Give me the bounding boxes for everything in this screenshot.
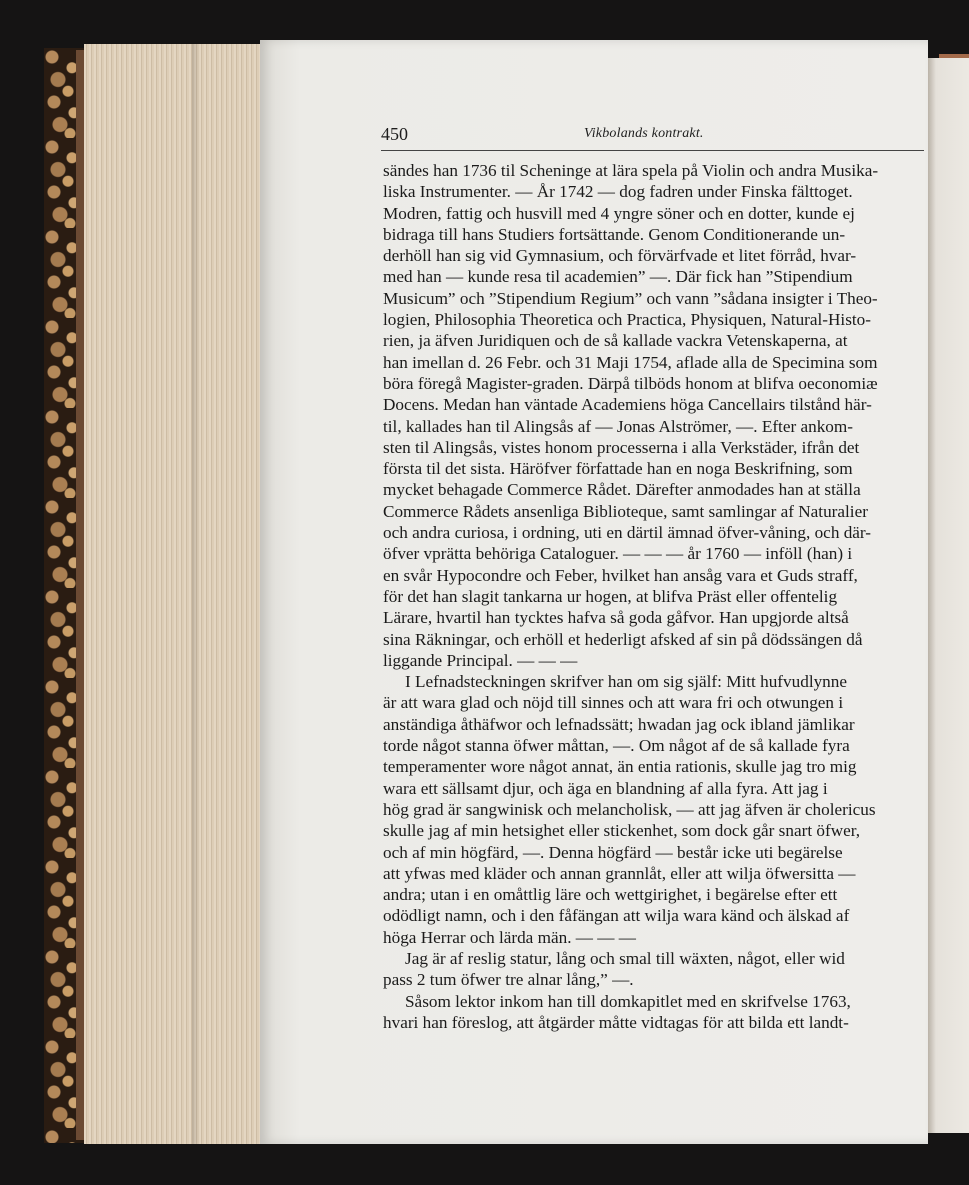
page-edges: [84, 44, 260, 1144]
text-line: I Lefnadsteckningen skrifver han om sig själf: Mitt hufvudlynne: [405, 672, 847, 692]
text-line: en svår Hypocondre och Feber, hvilket han ansåg vara et Guds straff,: [383, 565, 858, 585]
text-line: sten til Alingsås, vistes honom processerna i alla Verkstäder, ifrån det: [383, 437, 860, 457]
text-line: torde något stanna öfwer måttan, —. Om något af de så kallade fyra: [383, 736, 850, 756]
page-header: [381, 120, 924, 151]
text-line: til, kallades han til Alingsås af — Jonas Alströmer, —. Efter ankom-: [383, 416, 853, 436]
body-text: [383, 160, 923, 1033]
text-line: sina Räkningar, och erhöll et hederligt afsked af sin på dödssängen då: [383, 629, 863, 649]
text-line: odödligt namn, och i den fåfängan att wilja wara känd och älskad af: [383, 906, 850, 926]
text-line: för det han slagit tankarna ur hogen, at blifva Präst eller offentelig: [383, 586, 838, 606]
text-line: liska Instrumenter. — År 1742 — dog fadren under Finska fälttoget.: [383, 182, 853, 202]
text-line: logien, Philosophia Theoretica och Practica, Physiquen, Natural-Histo-: [383, 310, 871, 330]
running-title: Vikbolands kontrakt.: [584, 126, 704, 141]
text-line: wara ett sällsamt djur, och äga en blandning af alla fyra. Att jag i: [383, 778, 828, 798]
text-line: böra föregå Magister-graden. Därpå tilböds honom at blifva oeconomiæ: [383, 373, 878, 393]
text-line: hög grad är sangwinisk och melancholisk, — att jag äfven är cholericus: [383, 799, 876, 819]
text-line: skulle jag af min hetsighet eller stickenhet, som dock går snart öfwer,: [383, 821, 861, 841]
text-line: bidraga till hans Studiers fortsättande. Genom Conditionerande un-: [383, 224, 846, 244]
text-line: derhöll han sig vid Gymnasium, och förvärfvade et litet förråd, hvar-: [383, 246, 857, 266]
text-line: första til det sista. Häröfver författade han en noga Beskrifning, som: [383, 459, 853, 479]
text-line: mycket behagade Commerce Rådet. Därefter anmodades han at ställa: [383, 480, 861, 500]
text-line: Docens. Medan han väntade Academiens höga Cancellairs tilstånd här-: [383, 395, 872, 415]
text-line: pass 2 tum öfwer tre alnar lång,” —.: [383, 970, 634, 990]
text-line: anständiga åthäfwor och lefnadssätt; hwadan jag ock ibland jämlikar: [383, 714, 855, 734]
facing-page-edge: [928, 58, 969, 1133]
page-number: 450: [381, 124, 408, 144]
text-line: han imellan d. 26 Febr. och 31 Maji 1754, aflade alla de Specimina som: [383, 352, 878, 372]
text-line: Såsom lektor inkom han till domkapitlet med en skrifvelse 1763,: [405, 991, 851, 1011]
text-line: Commerce Rådets ansenliga Biblioteque, samt samlingar af Naturalier: [383, 501, 868, 521]
text-line: Musicum” och ”Stipendium Regium” och vann ”sådana insigter i Theo-: [383, 288, 878, 308]
text-line: med han — kunde resa til academien” —. Där fick han ”Stipendium: [383, 267, 853, 287]
text-line: rien, ja äfven Juridiquen och de så kallade vackra Vetenskaperna, at: [383, 331, 848, 351]
text-line: höga Herrar och lärda män. — — —: [383, 927, 636, 947]
text-line: att yfwas med kläder och annan grannlåt, eller att wilja öfwersitta —: [383, 863, 856, 883]
text-line: liggande Principal. — — —: [383, 650, 578, 670]
text-line: Jag är af reslig statur, lång och smal till wäxten, något, eller wid: [405, 948, 845, 968]
text-line: Modren, fattig och husvill med 4 yngre söner och en dotter, kunde ej: [383, 203, 855, 223]
text-line: och andra curiosa, i ordning, uti en därtil ämnad öfver-våning, och där-: [383, 523, 872, 543]
text-line: öfver vprätta behöriga Cataloguer. — — — år 1760 — inföll (han) i: [383, 544, 853, 564]
text-line: temperamenter wore något annat, än entia rationis, skulle jag tro mig: [383, 757, 857, 777]
text-line: sändes han 1736 til Scheninge at lära spela på Violin och andra Musika-: [383, 161, 879, 180]
text-line: hvari han föreslog, att åtgärder måtte vidtagas för att bilda ett landt-: [383, 1012, 849, 1032]
text-line: och af min högfärd, —. Denna högfärd — består icke uti begärelse: [383, 842, 843, 862]
cover-edge: [76, 50, 84, 1140]
text-line: är att wara glad och nöjd till sinnes och att wara fri och otwungen i: [383, 693, 844, 713]
text-line: andra; utan i en omåttlig läre och wettgirighet, i begärelse efter ett: [383, 885, 838, 905]
text-line: Lärare, hvartil han tycktes hafva så goda gåfvor. Han upgjorde altså: [383, 608, 849, 628]
